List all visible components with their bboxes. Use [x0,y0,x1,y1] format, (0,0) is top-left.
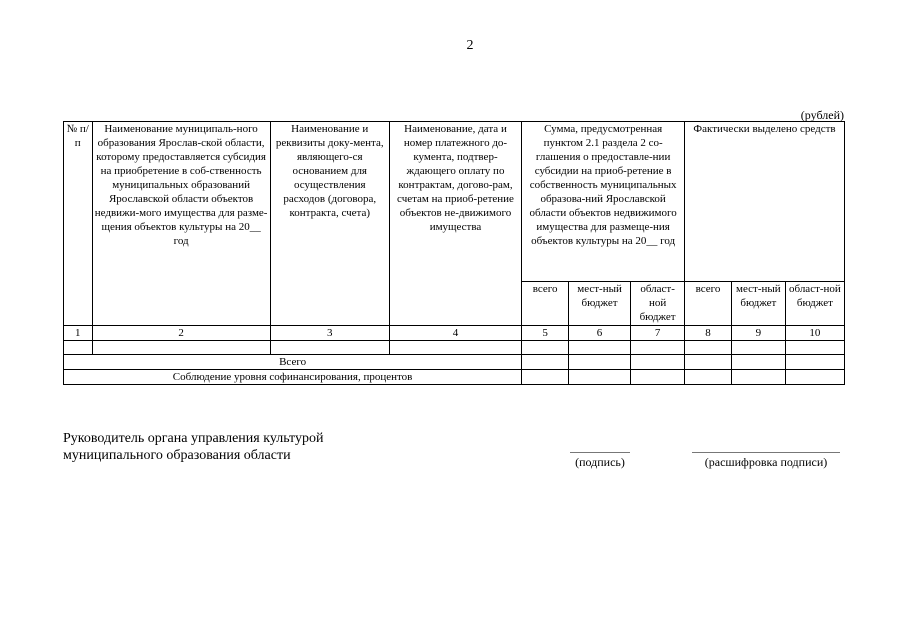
table-cell [569,355,631,370]
table-cell [785,341,844,355]
table-cell [731,370,785,385]
subheader-total: всего [522,282,569,326]
total-row [64,355,845,370]
table-cell [785,355,844,370]
table-cell [731,341,785,355]
total-label: Всего [64,355,522,370]
table-cell [685,370,732,385]
column-number: 10 [785,326,844,341]
table-cell [631,370,685,385]
signatory-title [63,430,323,464]
subheader-total: всего [685,282,732,326]
table-cell [685,341,732,355]
column-number: 2 [92,326,270,341]
column-number: 4 [389,326,521,341]
column-number: 9 [731,326,785,341]
table-cell [270,341,389,355]
name-decode-caption: (расшифровка подписи) [704,455,828,469]
table-cell [92,341,270,355]
page-number: 2 [466,38,474,53]
column-number: 3 [270,326,389,341]
subheader-local: мест-ный бюджет [569,282,631,326]
subheader-regional: област-ной бюджет [631,282,685,326]
column-number: 1 [64,326,93,341]
header-municipality: Наименование муниципаль-ного образования Ярослав-ской области, которому предоставляется субсидия на приобретение в соб-ственность муниципальных образований Ярославской области объектов недвижи-мого имущества для разме-щения объектов культуры на 20__ год [92,122,270,326]
column-numbers-row [64,326,845,341]
table-cell [389,341,521,355]
signatory-line-2: муниципального образования области [63,448,291,463]
signature-caption: (подпись) [575,455,625,469]
table-cell [569,370,631,385]
table-cell [731,355,785,370]
table-cell [631,355,685,370]
table-cell [64,341,93,355]
report-table [63,121,845,385]
column-number: 8 [685,326,732,341]
subheader-regional: област-ной бюджет [785,282,844,326]
header-agreement-sum: Сумма, предусмотренная пунктом 2.1 раздела 2 со-глашения о предоставле-нии субсидии на приоб-ретение в собственность муниципальных образова-ний Ярославской области объектов недвижимого имущества для размеще-ния объектов культуры на 20__ год [522,122,685,282]
subheader-local: мест-ный бюджет [731,282,785,326]
column-number: 5 [522,326,569,341]
cofinancing-row [64,370,845,385]
table-cell [685,355,732,370]
table-cell [569,341,631,355]
signatory-line-1: Руководитель органа управления культурой [63,431,324,446]
signature-line [570,452,630,453]
table-cell [522,355,569,370]
header-document: Наименование и реквизиты доку-мента, являющего-ся основанием для осуществления расходов (договора, контракта, счета) [270,122,389,326]
header-actual-allocated: Фактически выделено средств [685,122,845,282]
header-payment: Наименование, дата и номер платежного до-кумента, подтвер-ждающего оплату по контрактам, догово-рам, счетам на приоб-ретение объектов не-движимого имущества [389,122,521,326]
header-number: № п/п [64,122,93,326]
cofinancing-label: Соблюдение уровня софинансирования, процентов [64,370,522,385]
table-row [64,341,845,355]
column-number: 7 [631,326,685,341]
table-cell [522,341,569,355]
table-cell [522,370,569,385]
units-label: (рублей) [800,108,844,122]
name-decode-line [692,452,840,453]
table-cell [631,341,685,355]
column-number: 6 [569,326,631,341]
table-cell [785,370,844,385]
